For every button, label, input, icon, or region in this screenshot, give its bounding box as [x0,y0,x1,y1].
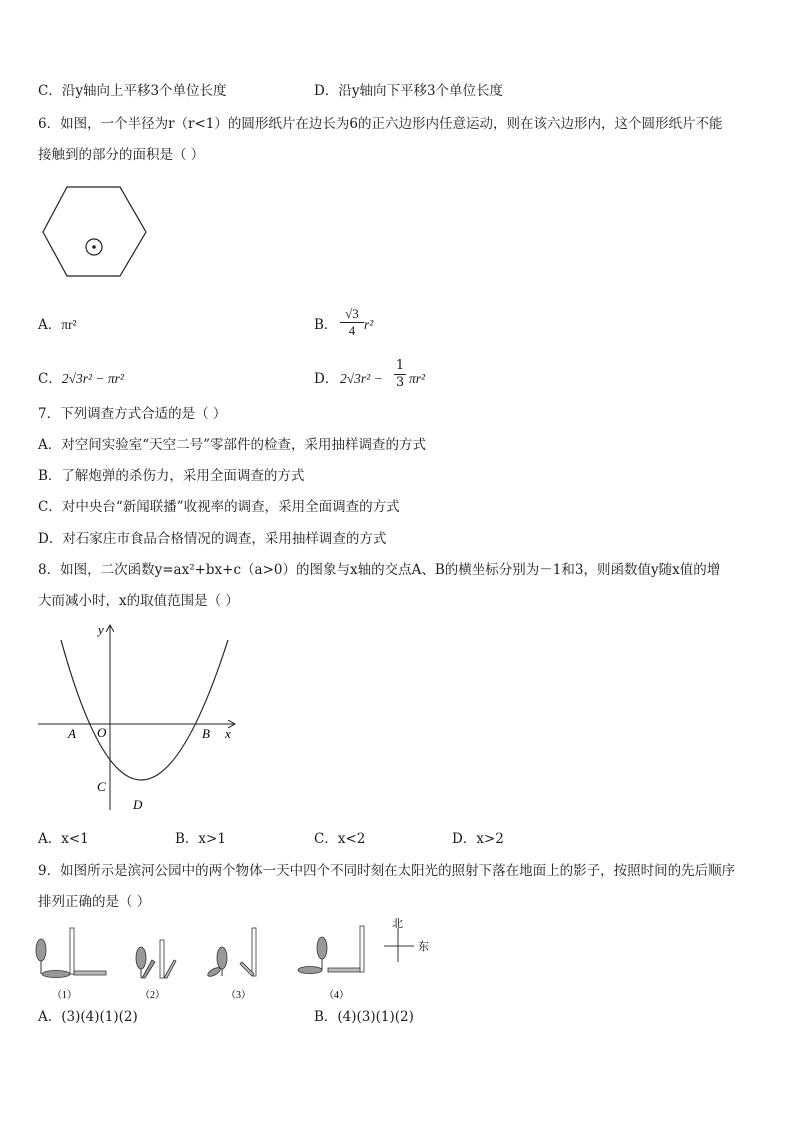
q6-option-c-expr: 2√3r² − πr² [61,371,124,386]
x-axis-label: x [225,726,231,741]
point-b-label: B [202,726,210,741]
q9-option-b: B．(4)(3)(1)(2) [314,1009,414,1025]
point-d-label: D [133,797,143,812]
figure-caption-3: （3） [226,990,251,1001]
q6-option-d-denominator: 3 [395,375,405,390]
y-axis-label: y [98,622,104,637]
figure-caption-4: （4） [324,990,349,1001]
q8-option-b: B．x>1 [175,831,226,847]
q8-option-d: D．x>2 [452,831,504,847]
q6-option-d-fraction [394,358,406,391]
q6-option-a-expr: πr² [61,317,77,332]
shadow-figure-2 [136,940,176,978]
shadow-figure-3 [206,928,256,978]
origin-label: O [97,725,107,740]
q8-stem-line2: 大而减小时，x的取值范围是（ ） [38,593,239,609]
q5-option-c: C．沿y轴向上平移3个单位长度 [38,83,227,99]
q7-option-c: C．对中央台“新闻联播”收视率的调查，采用全面调查的方式 [38,499,400,515]
q8-parabola-graph [34,620,240,816]
q6-option-a-label: A． [38,317,62,333]
q9-stem-line1: 9．如图所示是滨河公园中的两个物体一天中四个不同时刻在太阳光的照射下落在地面上的影子，按照时间的先后顺序 [38,863,736,879]
point-c-label: C [97,779,106,794]
q9-option-a: A．(3)(4)(1)(2) [38,1009,138,1025]
compass-east-label: 东 [418,941,429,953]
point-a-label: A [68,726,76,741]
q6-option-d-pre: 2√3r² − [340,371,383,386]
compass-rose [384,918,429,962]
q6-option-d-numerator: 1 [395,358,405,373]
q7-option-d: D．对石家庄市食品合格情况的调查，采用抽样调查的方式 [38,531,387,547]
q9-shadow-figures [30,918,450,1006]
shadow-figure-4 [298,926,364,974]
figure-caption-2: （2） [140,990,165,1001]
q7-option-a: A．对空间实验室“天空二号”零部件的检查，采用抽样调查的方式 [38,437,427,453]
q6-option-d-post: πr² [409,371,426,386]
q6-option-b-label: B． [314,317,338,333]
q8-option-c: C．x<2 [314,831,366,847]
circle-center-dot [92,245,96,249]
q6-option-b-denominator: 4 [348,323,356,338]
shadow-figure-1 [36,928,106,978]
q6-option-b-var: r² [364,317,374,332]
compass-north-label: 北 [392,918,403,930]
figure-caption-1: （1） [52,990,77,1001]
q6-stem-line1: 6．如图，一个半径为r（r<1）的圆形纸片在边长为6的正六边形内任意运动，则在该六边形内，这个圆形纸片不能 [38,116,723,132]
q7-option-b: B．了解炮弹的杀伤力，采用全面调查的方式 [38,468,305,484]
q6-option-c [38,370,124,388]
parabola-curve [61,640,228,780]
q6-option-a [38,316,77,334]
hexagon-shape [43,187,146,276]
q8-stem-line1: 8．如图，二次函数y=ax²+bx+c（a>0）的图象与x轴的交点A、B的横坐标分别为－1和3，则函数值y随x值的增 [38,562,721,578]
q7-stem: 7．下列调查方式合适的是（ ） [38,406,227,422]
q6-option-d-label: D． [314,371,339,387]
q6-option-b-fraction [340,306,364,339]
q9-stem-line2: 排列正确的是（ ） [38,894,151,910]
q8-option-a: A．x<1 [38,831,89,847]
q5-option-d: D．沿y轴向下平移3个单位长度 [314,83,504,99]
q6-hexagon-figure [40,186,148,278]
q6-option-b-numerator: √3 [340,306,364,323]
q6-stem-line2: 接触到的部分的面积是（ ） [38,147,205,163]
q6-option-c-label: C． [38,371,62,387]
